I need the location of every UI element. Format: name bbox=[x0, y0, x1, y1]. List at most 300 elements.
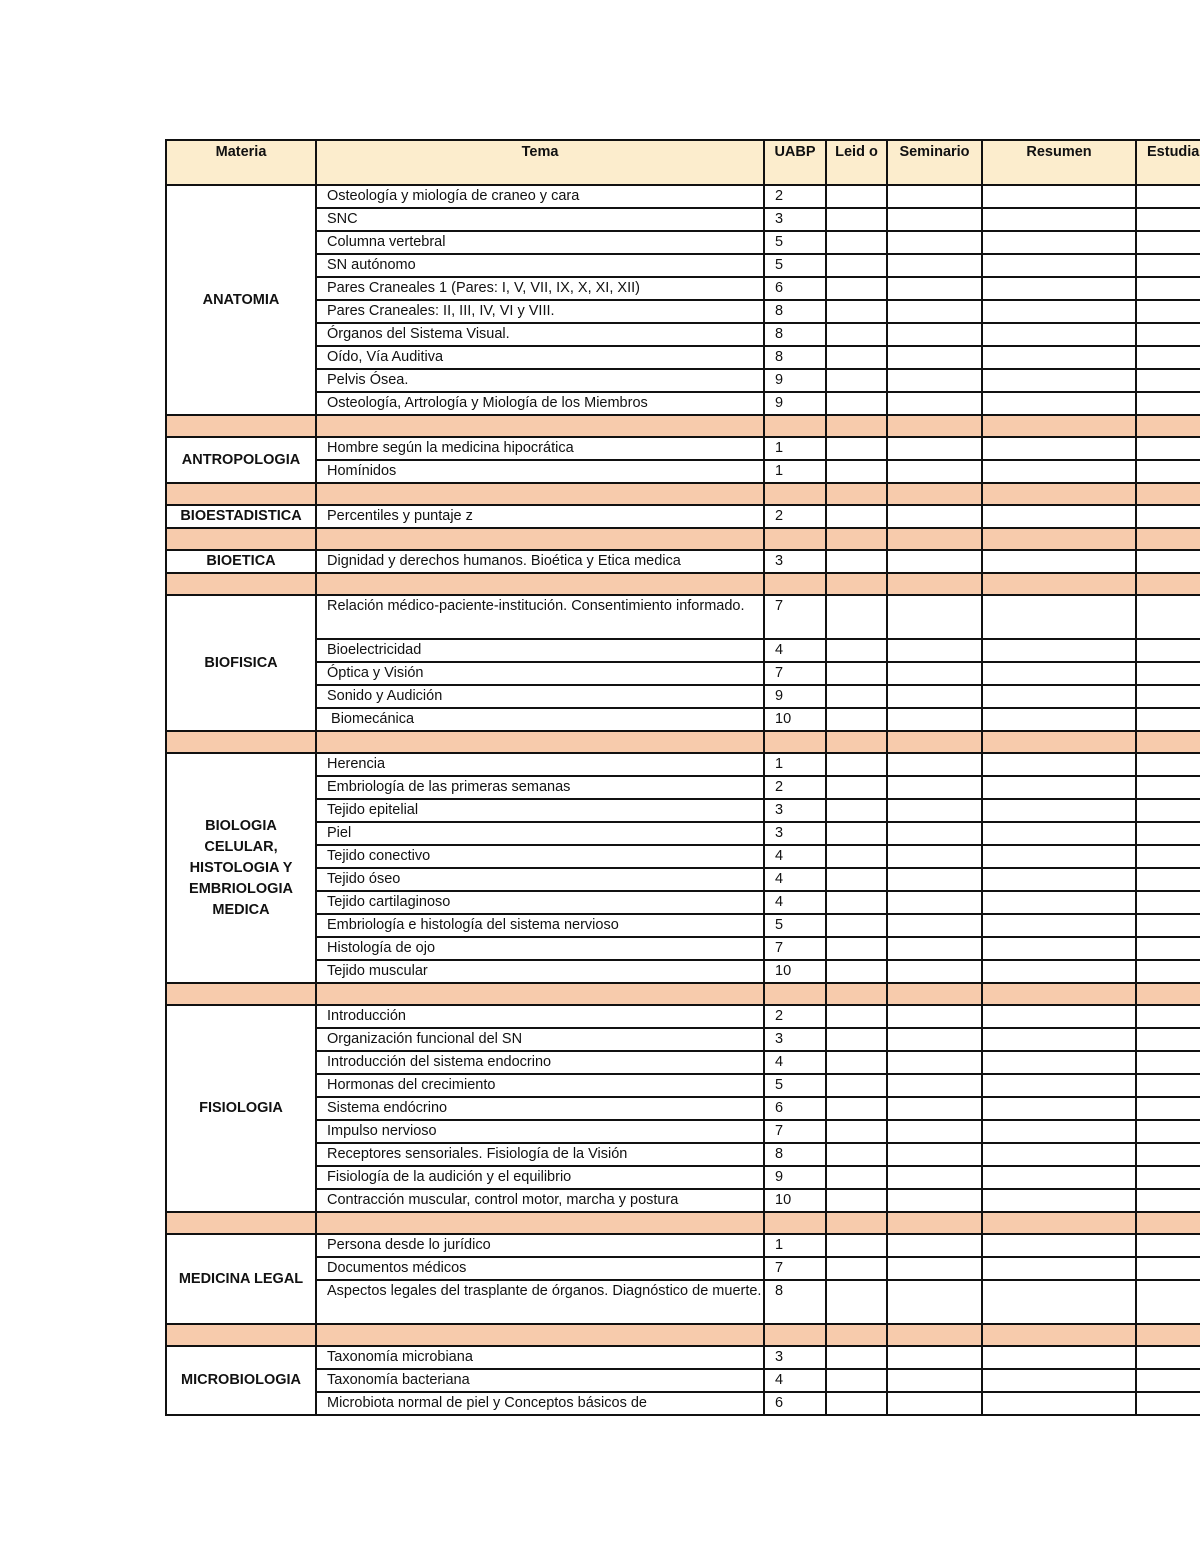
seminario-cell[interactable] bbox=[887, 1234, 982, 1257]
estudia-cell[interactable] bbox=[1136, 437, 1200, 460]
seminario-cell[interactable] bbox=[887, 1028, 982, 1051]
resumen-cell[interactable] bbox=[982, 277, 1136, 300]
resumen-cell[interactable] bbox=[982, 1392, 1136, 1415]
resumen-cell[interactable] bbox=[982, 392, 1136, 415]
estudia-cell[interactable] bbox=[1136, 1028, 1200, 1051]
seminario-cell[interactable] bbox=[887, 208, 982, 231]
resumen-cell[interactable] bbox=[982, 1346, 1136, 1369]
uabp-cell: 8 bbox=[764, 323, 826, 346]
leido-cell[interactable] bbox=[826, 662, 887, 685]
table-row bbox=[166, 753, 1200, 776]
estudia-cell[interactable] bbox=[1136, 1120, 1200, 1143]
estudia-cell[interactable] bbox=[1136, 1166, 1200, 1189]
resumen-cell[interactable] bbox=[982, 1234, 1136, 1257]
estudia-cell[interactable] bbox=[1136, 1346, 1200, 1369]
leido-cell[interactable] bbox=[826, 595, 887, 639]
topic-cell: Taxonomía bacteriana bbox=[316, 1369, 764, 1392]
seminario-cell[interactable] bbox=[887, 868, 982, 891]
uabp-cell: 6 bbox=[764, 277, 826, 300]
leido-cell[interactable] bbox=[826, 505, 887, 528]
seminario-cell[interactable] bbox=[887, 460, 982, 483]
topic-cell: SNC bbox=[316, 208, 764, 231]
table-row bbox=[166, 231, 1200, 254]
separator-cell bbox=[826, 1212, 887, 1234]
topic-cell: SN autónomo bbox=[316, 254, 764, 277]
leido-cell[interactable] bbox=[826, 254, 887, 277]
subject-cell: MICROBIOLOGIA bbox=[166, 1346, 316, 1415]
seminario-cell[interactable] bbox=[887, 231, 982, 254]
resumen-cell[interactable] bbox=[982, 323, 1136, 346]
uabp-cell: 5 bbox=[764, 231, 826, 254]
separator-cell bbox=[1136, 483, 1200, 505]
separator-row bbox=[166, 1212, 1200, 1234]
study-plan-table-container bbox=[165, 139, 1200, 1416]
seminario-cell[interactable] bbox=[887, 1074, 982, 1097]
uabp-cell: 10 bbox=[764, 1189, 826, 1212]
topic-cell: Herencia bbox=[316, 753, 764, 776]
estudia-cell[interactable] bbox=[1136, 505, 1200, 528]
resumen-cell[interactable] bbox=[982, 1005, 1136, 1028]
uabp-cell: 2 bbox=[764, 185, 826, 208]
resumen-cell[interactable] bbox=[982, 505, 1136, 528]
seminario-cell[interactable] bbox=[887, 550, 982, 573]
seminario-cell[interactable] bbox=[887, 822, 982, 845]
separator-cell bbox=[982, 573, 1136, 595]
seminario-cell[interactable] bbox=[887, 392, 982, 415]
seminario-cell[interactable] bbox=[887, 845, 982, 868]
resumen-cell[interactable] bbox=[982, 914, 1136, 937]
uabp-cell: 4 bbox=[764, 1051, 826, 1074]
seminario-cell[interactable] bbox=[887, 1369, 982, 1392]
leido-cell[interactable] bbox=[826, 185, 887, 208]
estudia-cell[interactable] bbox=[1136, 254, 1200, 277]
table-row bbox=[166, 1166, 1200, 1189]
separator-cell bbox=[316, 483, 764, 505]
table-row bbox=[166, 460, 1200, 483]
seminario-cell[interactable] bbox=[887, 708, 982, 731]
estudia-cell[interactable] bbox=[1136, 868, 1200, 891]
separator-cell bbox=[764, 1324, 826, 1346]
table-row bbox=[166, 1189, 1200, 1212]
seminario-cell[interactable] bbox=[887, 914, 982, 937]
estudia-cell[interactable] bbox=[1136, 346, 1200, 369]
leido-cell[interactable] bbox=[826, 891, 887, 914]
subject-cell: FISIOLOGIA bbox=[166, 1005, 316, 1212]
leido-cell[interactable] bbox=[826, 231, 887, 254]
leido-cell[interactable] bbox=[826, 392, 887, 415]
topic-cell: Fisiología de la audición y el equilibrio bbox=[316, 1166, 764, 1189]
separator-cell bbox=[826, 415, 887, 437]
resumen-cell[interactable] bbox=[982, 1166, 1136, 1189]
estudia-cell[interactable] bbox=[1136, 937, 1200, 960]
leido-cell[interactable] bbox=[826, 346, 887, 369]
topic-cell: Pares Craneales: II, III, IV, VI y VIII. bbox=[316, 300, 764, 323]
seminario-cell[interactable] bbox=[887, 1189, 982, 1212]
leido-cell[interactable] bbox=[826, 550, 887, 573]
uabp-cell: 8 bbox=[764, 346, 826, 369]
separator-cell bbox=[1136, 415, 1200, 437]
topic-cell: Hombre según la medicina hipocrática bbox=[316, 437, 764, 460]
resumen-cell[interactable] bbox=[982, 595, 1136, 639]
table-row bbox=[166, 208, 1200, 231]
leido-cell[interactable] bbox=[826, 1280, 887, 1324]
separator-row bbox=[166, 483, 1200, 505]
seminario-cell[interactable] bbox=[887, 1346, 982, 1369]
leido-cell[interactable] bbox=[826, 799, 887, 822]
leido-cell[interactable] bbox=[826, 639, 887, 662]
separator-cell bbox=[826, 731, 887, 753]
topic-cell: Biomecánica bbox=[316, 708, 764, 731]
estudia-cell[interactable] bbox=[1136, 1051, 1200, 1074]
leido-cell[interactable] bbox=[826, 437, 887, 460]
subject-cell: BIOETICA bbox=[166, 550, 316, 573]
uabp-cell: 1 bbox=[764, 753, 826, 776]
seminario-cell[interactable] bbox=[887, 595, 982, 639]
estudia-cell[interactable] bbox=[1136, 1097, 1200, 1120]
leido-cell[interactable] bbox=[826, 1257, 887, 1280]
estudia-cell[interactable] bbox=[1136, 369, 1200, 392]
leido-cell[interactable] bbox=[826, 753, 887, 776]
resumen-cell[interactable] bbox=[982, 753, 1136, 776]
estudia-cell[interactable] bbox=[1136, 685, 1200, 708]
seminario-cell[interactable] bbox=[887, 300, 982, 323]
leido-cell[interactable] bbox=[826, 460, 887, 483]
resumen-cell[interactable] bbox=[982, 208, 1136, 231]
separator-cell bbox=[166, 983, 316, 1005]
estudia-cell[interactable] bbox=[1136, 891, 1200, 914]
resumen-cell[interactable] bbox=[982, 550, 1136, 573]
uabp-cell: 5 bbox=[764, 254, 826, 277]
seminario-cell[interactable] bbox=[887, 1051, 982, 1074]
leido-cell[interactable] bbox=[826, 277, 887, 300]
estudia-cell[interactable] bbox=[1136, 708, 1200, 731]
separator-cell bbox=[316, 1212, 764, 1234]
leido-cell[interactable] bbox=[826, 369, 887, 392]
estudia-cell[interactable] bbox=[1136, 460, 1200, 483]
topic-cell: Osteología y miología de craneo y cara bbox=[316, 185, 764, 208]
estudia-cell[interactable] bbox=[1136, 1257, 1200, 1280]
separator-cell bbox=[982, 1324, 1136, 1346]
topic-cell: Osteología, Artrología y Miología de los Miembros bbox=[316, 392, 764, 415]
separator-cell bbox=[1136, 1212, 1200, 1234]
resumen-cell[interactable] bbox=[982, 662, 1136, 685]
leido-cell[interactable] bbox=[826, 937, 887, 960]
uabp-cell: 4 bbox=[764, 868, 826, 891]
leido-cell[interactable] bbox=[826, 914, 887, 937]
leido-cell[interactable] bbox=[826, 1369, 887, 1392]
resumen-cell[interactable] bbox=[982, 708, 1136, 731]
estudia-cell[interactable] bbox=[1136, 662, 1200, 685]
leido-cell[interactable] bbox=[826, 1120, 887, 1143]
resumen-cell[interactable] bbox=[982, 1369, 1136, 1392]
leido-cell[interactable] bbox=[826, 845, 887, 868]
leido-cell[interactable] bbox=[826, 776, 887, 799]
seminario-cell[interactable] bbox=[887, 937, 982, 960]
leido-cell[interactable] bbox=[826, 1005, 887, 1028]
leido-cell[interactable] bbox=[826, 868, 887, 891]
estudia-cell[interactable] bbox=[1136, 1392, 1200, 1415]
topic-cell: Óptica y Visión bbox=[316, 662, 764, 685]
uabp-cell: 3 bbox=[764, 1028, 826, 1051]
separator-cell bbox=[316, 528, 764, 550]
topic-cell: Dignidad y derechos humanos. Bioética y Etica medica bbox=[316, 550, 764, 573]
separator-cell bbox=[982, 1212, 1136, 1234]
header-uabp: UABP bbox=[764, 140, 826, 185]
separator-cell bbox=[764, 528, 826, 550]
leido-cell[interactable] bbox=[826, 1143, 887, 1166]
leido-cell[interactable] bbox=[826, 1051, 887, 1074]
uabp-cell: 6 bbox=[764, 1097, 826, 1120]
table-row bbox=[166, 1280, 1200, 1324]
resumen-cell[interactable] bbox=[982, 300, 1136, 323]
seminario-cell[interactable] bbox=[887, 369, 982, 392]
resumen-cell[interactable] bbox=[982, 1189, 1136, 1212]
topic-cell: Introducción bbox=[316, 1005, 764, 1028]
resumen-cell[interactable] bbox=[982, 1257, 1136, 1280]
subject-cell: ANATOMIA bbox=[166, 185, 316, 415]
separator-cell bbox=[982, 731, 1136, 753]
table-row bbox=[166, 960, 1200, 983]
resumen-cell[interactable] bbox=[982, 639, 1136, 662]
separator-cell bbox=[1136, 1324, 1200, 1346]
leido-cell[interactable] bbox=[826, 708, 887, 731]
table-row bbox=[166, 1346, 1200, 1369]
resumen-cell[interactable] bbox=[982, 185, 1136, 208]
leido-cell[interactable] bbox=[826, 685, 887, 708]
table-body bbox=[166, 185, 1200, 1415]
estudia-cell[interactable] bbox=[1136, 1005, 1200, 1028]
estudia-cell[interactable] bbox=[1136, 1369, 1200, 1392]
table-row bbox=[166, 1257, 1200, 1280]
separator-cell bbox=[826, 983, 887, 1005]
separator-row bbox=[166, 415, 1200, 437]
topic-cell: Impulso nervioso bbox=[316, 1120, 764, 1143]
seminario-cell[interactable] bbox=[887, 891, 982, 914]
seminario-cell[interactable] bbox=[887, 685, 982, 708]
uabp-cell: 3 bbox=[764, 822, 826, 845]
separator-cell bbox=[316, 1324, 764, 1346]
table-row bbox=[166, 685, 1200, 708]
resumen-cell[interactable] bbox=[982, 868, 1136, 891]
separator-row bbox=[166, 731, 1200, 753]
subject-cell: MEDICINA LEGAL bbox=[166, 1234, 316, 1324]
uabp-cell: 1 bbox=[764, 437, 826, 460]
estudia-cell[interactable] bbox=[1136, 960, 1200, 983]
leido-cell[interactable] bbox=[826, 323, 887, 346]
seminario-cell[interactable] bbox=[887, 185, 982, 208]
estudia-cell[interactable] bbox=[1136, 323, 1200, 346]
seminario-cell[interactable] bbox=[887, 799, 982, 822]
estudia-cell[interactable] bbox=[1136, 300, 1200, 323]
resumen-cell[interactable] bbox=[982, 437, 1136, 460]
uabp-cell: 1 bbox=[764, 1234, 826, 1257]
uabp-cell: 3 bbox=[764, 208, 826, 231]
seminario-cell[interactable] bbox=[887, 346, 982, 369]
seminario-cell[interactable] bbox=[887, 323, 982, 346]
resumen-cell[interactable] bbox=[982, 1280, 1136, 1324]
estudia-cell[interactable] bbox=[1136, 550, 1200, 573]
topic-cell: Introducción del sistema endocrino bbox=[316, 1051, 764, 1074]
resumen-cell[interactable] bbox=[982, 346, 1136, 369]
table-row bbox=[166, 277, 1200, 300]
resumen-cell[interactable] bbox=[982, 460, 1136, 483]
resumen-cell[interactable] bbox=[982, 799, 1136, 822]
estudia-cell[interactable] bbox=[1136, 1189, 1200, 1212]
resumen-cell[interactable] bbox=[982, 685, 1136, 708]
estudia-cell[interactable] bbox=[1136, 776, 1200, 799]
seminario-cell[interactable] bbox=[887, 1257, 982, 1280]
topic-cell: Embriología e histología del sistema nervioso bbox=[316, 914, 764, 937]
estudia-cell[interactable] bbox=[1136, 845, 1200, 868]
table-row bbox=[166, 505, 1200, 528]
topic-cell: Tejido óseo bbox=[316, 868, 764, 891]
seminario-cell[interactable] bbox=[887, 505, 982, 528]
topic-cell: Bioelectricidad bbox=[316, 639, 764, 662]
leido-cell[interactable] bbox=[826, 1234, 887, 1257]
uabp-cell: 9 bbox=[764, 685, 826, 708]
uabp-cell: 7 bbox=[764, 662, 826, 685]
table-row bbox=[166, 1392, 1200, 1415]
resumen-cell[interactable] bbox=[982, 369, 1136, 392]
separator-cell bbox=[1136, 573, 1200, 595]
topic-cell: Taxonomía microbiana bbox=[316, 1346, 764, 1369]
resumen-cell[interactable] bbox=[982, 776, 1136, 799]
table-row bbox=[166, 662, 1200, 685]
seminario-cell[interactable] bbox=[887, 1280, 982, 1324]
estudia-cell[interactable] bbox=[1136, 208, 1200, 231]
resumen-cell[interactable] bbox=[982, 1074, 1136, 1097]
separator-row bbox=[166, 983, 1200, 1005]
topic-cell: Hormonas del crecimiento bbox=[316, 1074, 764, 1097]
leido-cell[interactable] bbox=[826, 960, 887, 983]
resumen-cell[interactable] bbox=[982, 960, 1136, 983]
seminario-cell[interactable] bbox=[887, 437, 982, 460]
table-row bbox=[166, 639, 1200, 662]
separator-cell bbox=[166, 483, 316, 505]
seminario-cell[interactable] bbox=[887, 662, 982, 685]
header-resumen: Resumen bbox=[982, 140, 1136, 185]
resumen-cell[interactable] bbox=[982, 845, 1136, 868]
estudia-cell[interactable] bbox=[1136, 914, 1200, 937]
topic-cell: Microbiota normal de piel y Conceptos básicos de bbox=[316, 1392, 764, 1415]
table-row bbox=[166, 1234, 1200, 1257]
leido-cell[interactable] bbox=[826, 300, 887, 323]
leido-cell[interactable] bbox=[826, 208, 887, 231]
topic-cell: Percentiles y puntaje z bbox=[316, 505, 764, 528]
seminario-cell[interactable] bbox=[887, 277, 982, 300]
uabp-cell: 6 bbox=[764, 1392, 826, 1415]
leido-cell[interactable] bbox=[826, 1392, 887, 1415]
resumen-cell[interactable] bbox=[982, 231, 1136, 254]
seminario-cell[interactable] bbox=[887, 254, 982, 277]
topic-cell: Aspectos legales del trasplante de órganos. Diagnóstico de muerte. bbox=[316, 1280, 764, 1324]
table-row bbox=[166, 891, 1200, 914]
seminario-cell[interactable] bbox=[887, 1166, 982, 1189]
leido-cell[interactable] bbox=[826, 1166, 887, 1189]
uabp-cell: 2 bbox=[764, 505, 826, 528]
estudia-cell[interactable] bbox=[1136, 1143, 1200, 1166]
resumen-cell[interactable] bbox=[982, 937, 1136, 960]
table-row bbox=[166, 369, 1200, 392]
estudia-cell[interactable] bbox=[1136, 595, 1200, 639]
estudia-cell[interactable] bbox=[1136, 753, 1200, 776]
leido-cell[interactable] bbox=[826, 822, 887, 845]
estudia-cell[interactable] bbox=[1136, 1280, 1200, 1324]
seminario-cell[interactable] bbox=[887, 1097, 982, 1120]
resumen-cell[interactable] bbox=[982, 254, 1136, 277]
table-row bbox=[166, 868, 1200, 891]
estudia-cell[interactable] bbox=[1136, 392, 1200, 415]
table-row bbox=[166, 845, 1200, 868]
seminario-cell[interactable] bbox=[887, 1120, 982, 1143]
separator-cell bbox=[166, 528, 316, 550]
uabp-cell: 3 bbox=[764, 1346, 826, 1369]
topic-cell: Histología de ojo bbox=[316, 937, 764, 960]
separator-cell bbox=[887, 415, 982, 437]
estudia-cell[interactable] bbox=[1136, 1234, 1200, 1257]
leido-cell[interactable] bbox=[826, 1074, 887, 1097]
estudia-cell[interactable] bbox=[1136, 1074, 1200, 1097]
estudia-cell[interactable] bbox=[1136, 822, 1200, 845]
seminario-cell[interactable] bbox=[887, 776, 982, 799]
subject-cell: BIOLOGIA CELULAR, HISTOLOGIA Y EMBRIOLOGIA MEDICA bbox=[166, 753, 316, 983]
resumen-cell[interactable] bbox=[982, 1051, 1136, 1074]
seminario-cell[interactable] bbox=[887, 1143, 982, 1166]
separator-cell bbox=[887, 528, 982, 550]
separator-row bbox=[166, 573, 1200, 595]
topic-cell: Sonido y Audición bbox=[316, 685, 764, 708]
leido-cell[interactable] bbox=[826, 1346, 887, 1369]
separator-cell bbox=[764, 983, 826, 1005]
estudia-cell[interactable] bbox=[1136, 185, 1200, 208]
resumen-cell[interactable] bbox=[982, 1143, 1136, 1166]
estudia-cell[interactable] bbox=[1136, 799, 1200, 822]
topic-cell: Pelvis Ósea. bbox=[316, 369, 764, 392]
separator-cell bbox=[1136, 983, 1200, 1005]
table-row bbox=[166, 300, 1200, 323]
seminario-cell[interactable] bbox=[887, 753, 982, 776]
estudia-cell[interactable] bbox=[1136, 231, 1200, 254]
resumen-cell[interactable] bbox=[982, 891, 1136, 914]
separator-cell bbox=[982, 483, 1136, 505]
resumen-cell[interactable] bbox=[982, 822, 1136, 845]
separator-cell bbox=[826, 1324, 887, 1346]
table-row bbox=[166, 799, 1200, 822]
table-row bbox=[166, 1005, 1200, 1028]
seminario-cell[interactable] bbox=[887, 639, 982, 662]
subject-cell: ANTROPOLOGIA bbox=[166, 437, 316, 483]
leido-cell[interactable] bbox=[826, 1028, 887, 1051]
resumen-cell[interactable] bbox=[982, 1028, 1136, 1051]
separator-cell bbox=[887, 1324, 982, 1346]
resumen-cell[interactable] bbox=[982, 1120, 1136, 1143]
leido-cell[interactable] bbox=[826, 1189, 887, 1212]
separator-cell bbox=[316, 731, 764, 753]
subject-cell: BIOESTADISTICA bbox=[166, 505, 316, 528]
seminario-cell[interactable] bbox=[887, 1005, 982, 1028]
seminario-cell[interactable] bbox=[887, 1392, 982, 1415]
estudia-cell[interactable] bbox=[1136, 639, 1200, 662]
separator-cell bbox=[166, 573, 316, 595]
estudia-cell[interactable] bbox=[1136, 277, 1200, 300]
separator-cell bbox=[316, 573, 764, 595]
leido-cell[interactable] bbox=[826, 1097, 887, 1120]
table-row bbox=[166, 1074, 1200, 1097]
header-leido: Leid o bbox=[826, 140, 887, 185]
seminario-cell[interactable] bbox=[887, 960, 982, 983]
resumen-cell[interactable] bbox=[982, 1097, 1136, 1120]
topic-cell: Piel bbox=[316, 822, 764, 845]
